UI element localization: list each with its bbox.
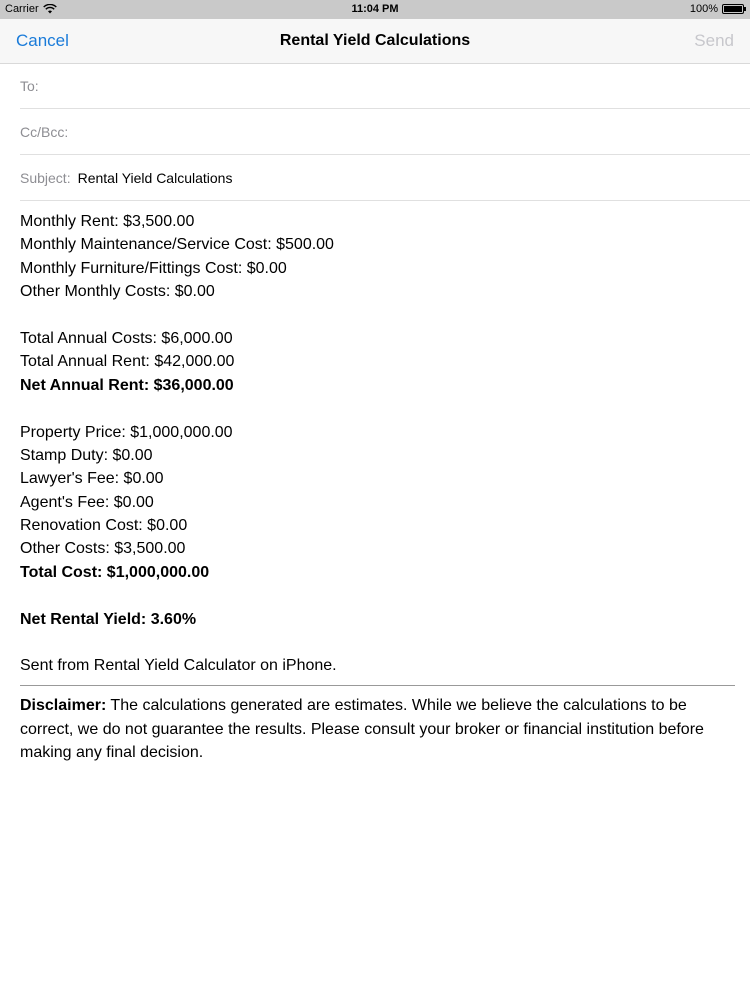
send-button[interactable]: Send — [694, 31, 734, 50]
carrier-label: Carrier — [5, 3, 39, 15]
to-input[interactable] — [45, 70, 750, 102]
body-line: Property Price: $1,000,000.00 — [20, 423, 233, 441]
cc-bcc-label: Cc/Bcc: — [20, 123, 69, 140]
body-line: Renovation Cost: $0.00 — [20, 517, 188, 535]
subject-field-row[interactable] — [20, 155, 750, 201]
body-line: Monthly Maintenance/Service Cost: $500.00 — [20, 236, 334, 254]
navigation-bar — [0, 19, 750, 64]
cancel-button[interactable]: Cancel — [16, 31, 69, 50]
body-line: Total Annual Costs: $6,000.00 — [20, 329, 233, 347]
to-label: To: — [20, 77, 39, 94]
body-line: Lawyer's Fee: $0.00 — [20, 470, 164, 488]
body-line: Stamp Duty: $0.00 — [20, 446, 153, 464]
message-body[interactable] — [20, 210, 735, 765]
body-line: Other Monthly Costs: $0.00 — [20, 283, 215, 301]
disclaimer-label: Disclaimer: — [20, 697, 107, 715]
signature: Sent from Rental Yield Calculator on iPhone. — [20, 657, 337, 675]
subject-value[interactable]: Rental Yield Calculations — [77, 169, 233, 186]
blank-line — [20, 584, 735, 607]
body-line: Agent's Fee: $0.00 — [20, 493, 154, 511]
net-annual-rent: Net Annual Rent: $36,000.00 — [20, 376, 234, 394]
battery-icon — [722, 4, 744, 14]
subject-label: Subject: — [20, 169, 71, 186]
cc-bcc-input[interactable] — [74, 116, 750, 148]
body-line: Monthly Furniture/Fittings Cost: $0.00 — [20, 259, 287, 277]
divider — [20, 685, 735, 686]
to-field-row[interactable] — [20, 63, 750, 109]
page-title: Rental Yield Calculations — [279, 32, 471, 49]
blank-line — [20, 397, 735, 420]
net-rental-yield: Net Rental Yield: 3.60% — [20, 610, 197, 628]
body-line: Other Costs: $3,500.00 — [20, 540, 186, 558]
disclaimer — [20, 694, 735, 764]
status-bar — [0, 0, 750, 19]
status-right — [690, 3, 744, 15]
battery-percentage: 100% — [689, 3, 718, 15]
total-cost: Total Cost: $1,000,000.00 — [20, 563, 210, 581]
blank-line — [20, 304, 735, 327]
cc-bcc-field-row[interactable] — [20, 109, 750, 155]
body-line: Monthly Rent: $3,500.00 — [20, 213, 195, 230]
disclaimer-text: The calculations generated are estimates. While we believe the calculations to be correct, we do not guarantee the results. Please consult your broker or financial institution before making any final decision. — [20, 697, 704, 762]
status-time: 11:04 PM — [351, 3, 399, 15]
body-line: Total Annual Rent: $42,000.00 — [20, 353, 235, 371]
